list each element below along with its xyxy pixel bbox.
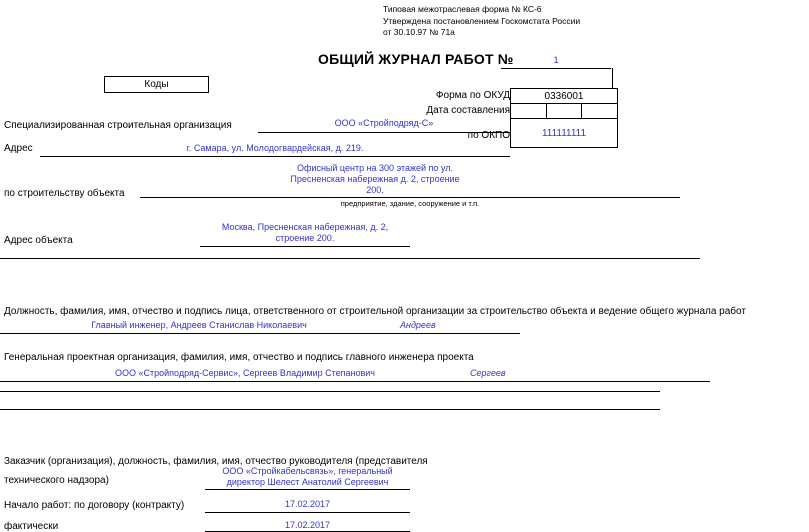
responsible-person-label: Должность, фамилия, имя, отчество и подпись лица, ответственного от строительной организации за строительство объекта и ведение общего журнала работ	[4, 306, 746, 317]
organization-label: Специализированная строительная организация	[4, 120, 232, 131]
address-underline	[40, 156, 510, 157]
object-label: по строительству объекта	[4, 188, 125, 199]
responsible-person-signature[interactable]: Андреев	[400, 320, 436, 330]
designer-organization-label: Генеральная проектная организация, фамилия, имя, отчество и подпись главного инженера проекта	[4, 352, 474, 363]
customer-underline	[205, 489, 410, 490]
date-month-cell[interactable]	[546, 104, 582, 119]
contract-start-label: Начало работ: по договору (контракту)	[4, 500, 185, 511]
table-row	[511, 89, 618, 104]
object-address-line-2: строение 200.	[275, 233, 335, 243]
customer-label-line-1: Заказчик (организация), должность, фамилия, имя, отчество руководителя (представителя	[4, 456, 428, 467]
actual-start-label: фактически	[4, 521, 59, 532]
object-address-value[interactable]	[200, 222, 410, 244]
customer-value-line-2: директор Шелест Анатолий Сергеевич	[226, 477, 389, 487]
designer-underline	[0, 381, 710, 382]
organization-value[interactable]: ООО «Стройподряд-С»	[334, 118, 434, 128]
contract-start-value[interactable]: 17.02.2017	[284, 499, 331, 509]
actual-start-value[interactable]: 17.02.2017	[284, 520, 331, 530]
organization-underline	[258, 132, 510, 133]
form-note-line-2: Утверждена постановлением Госкомстата России	[383, 15, 581, 26]
designer-signature[interactable]: Сергеев	[470, 368, 506, 378]
table-row	[511, 119, 618, 148]
blank-rule-3	[0, 409, 660, 410]
customer-value[interactable]	[205, 466, 410, 488]
form-note-line-3: от 30.10.97 № 71а	[383, 27, 455, 37]
blank-rule-2	[0, 391, 660, 392]
blank-rule-1	[0, 258, 700, 259]
form-reference-note	[383, 4, 580, 39]
okpo-label: по ОКПО	[467, 130, 510, 141]
journal-number-underline	[501, 68, 611, 69]
title-vertical-tick	[612, 68, 613, 88]
okud-value-cell[interactable]: 0336001	[511, 89, 618, 104]
address-value[interactable]: г. Самара, ул. Молодогвардейская, д. 219.	[186, 143, 364, 153]
customer-label-line-2: технического надзора)	[4, 475, 109, 486]
date-day-cell[interactable]	[511, 104, 547, 119]
object-value-line-2: Пресненская набережная д. 2, строение	[290, 174, 460, 184]
object-underline	[140, 197, 680, 198]
address-label: Адрес	[4, 143, 33, 154]
object-address-underline	[200, 246, 410, 247]
codes-box-header: Коды	[104, 76, 209, 93]
designer-organization-value[interactable]: ООО «Стройподряд-Сервис», Сергеев Владимир Степанович	[115, 368, 375, 378]
form-note-line-1: Типовая межотраслевая форма № КС-6	[383, 4, 542, 14]
page-title: ОБЩИЙ ЖУРНАЛ РАБОТ №	[318, 51, 514, 67]
codes-table	[510, 88, 618, 148]
responsible-person-underline	[0, 333, 520, 334]
object-address-line-1: Москва, Пресненская набережная, д. 2,	[221, 222, 389, 232]
okud-label: Форма по ОКУД	[435, 90, 510, 101]
object-caption: предприятие, здание, сооружение и т.п.	[340, 199, 480, 208]
compilation-date-label: Дата составления	[426, 105, 510, 116]
table-row	[511, 104, 618, 119]
object-value[interactable]	[140, 163, 610, 196]
journal-number-value[interactable]: 1	[553, 55, 559, 65]
contract-start-underline	[205, 512, 410, 513]
object-value-line-3: 200.	[366, 185, 384, 195]
okpo-value-cell[interactable]: 111111111	[511, 119, 618, 148]
date-year-cell[interactable]	[582, 104, 618, 119]
responsible-person-value[interactable]: Главный инженер, Андреев Станислав Николаевич	[91, 320, 307, 330]
customer-value-line-1: ООО «Стройкабельсвязь», генеральный	[222, 466, 393, 476]
object-address-label: Адрес объекта	[4, 235, 73, 246]
object-value-line-1: Офисный центр на 300 этажей по ул.	[297, 163, 453, 173]
